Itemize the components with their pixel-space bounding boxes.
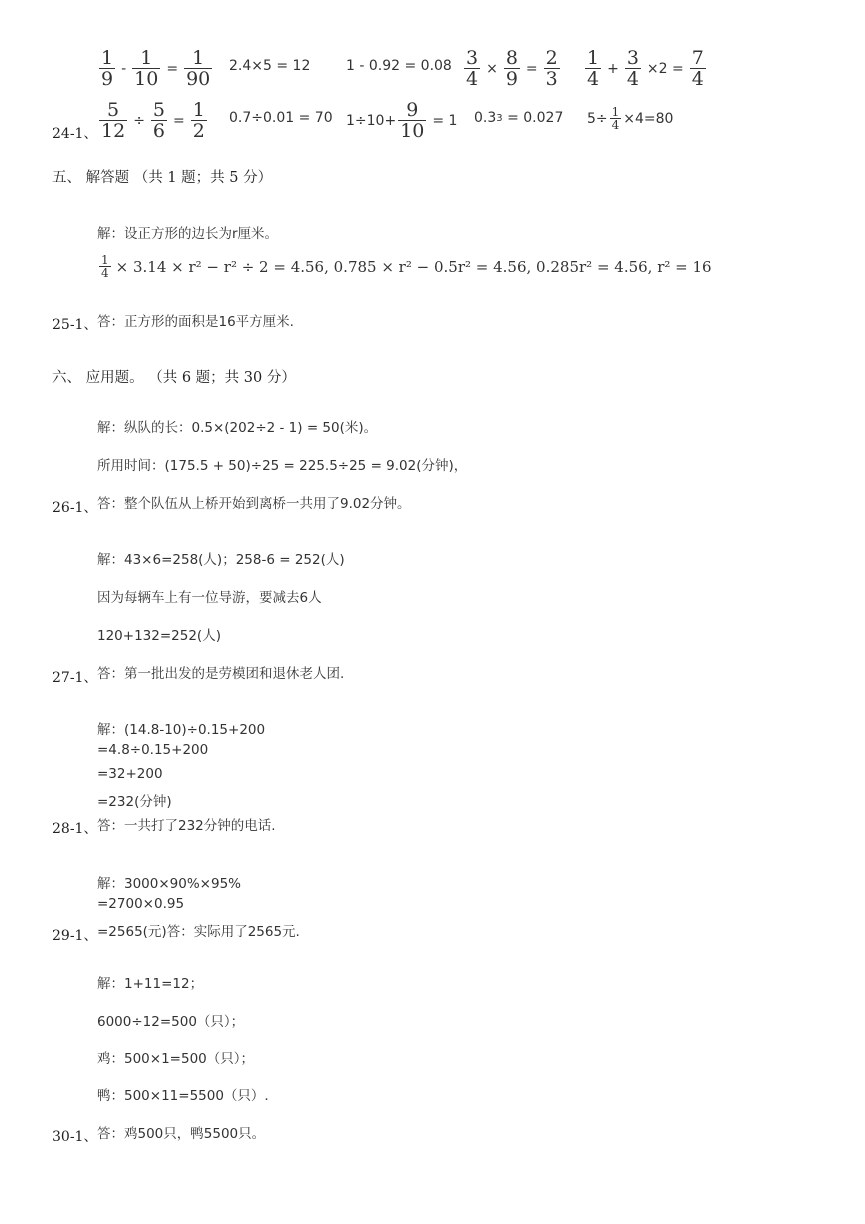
fraction (99, 254, 111, 279)
q28-line-1: 解：(14.8-10)÷0.15+200 (97, 722, 266, 738)
q29-label: 29-1、 (52, 928, 98, 944)
q29-line-1: 解：3000×90%×95% (97, 876, 241, 892)
q28-label: 28-1、 (52, 821, 98, 837)
operator: ×2 = (646, 60, 684, 77)
numerator: 3 (626, 47, 639, 69)
q30-label: 30-1、 (52, 1129, 98, 1145)
numerator: 5 (107, 99, 120, 121)
denominator: 10 (400, 120, 425, 142)
numerator: 7 (691, 47, 704, 69)
fraction (184, 48, 212, 89)
q24-row1-expr2: 2.4×5 = 12 (229, 58, 311, 74)
q24-row1-expr3: 1 - 0.92 = 0.08 (346, 58, 452, 74)
q26-line-1: 解：纵队的长：0.5×(202÷2 - 1) = 50(米)。 (97, 420, 378, 436)
fraction (610, 106, 622, 131)
q28-line-3: =32+200 (97, 766, 163, 782)
fraction (504, 48, 520, 89)
denominator: 90 (186, 68, 211, 90)
q27-line-1: 解：43×6=258(人)；258-6 = 252(人) (97, 552, 345, 568)
denominator: 6 (152, 120, 166, 142)
expression-text: 5÷ (587, 110, 608, 127)
numerator: 2 (545, 47, 558, 69)
q30-line-3: 鸡：500×1=500（只）； (97, 1051, 254, 1067)
fraction (544, 48, 560, 89)
fraction (99, 100, 127, 141)
denominator: 4 (626, 68, 639, 90)
q25-answer: 答：正方形的面积是16平方厘米. (97, 314, 294, 330)
denominator: 4 (101, 266, 109, 280)
numerator: 1 (192, 47, 205, 69)
q24-row2-expr4 (474, 110, 563, 126)
q24-row2-expr2: 0.7÷0.01 = 70 (229, 110, 333, 126)
denominator: 12 (101, 120, 126, 142)
q30-line-4: 鸭：500×11=5500（只）. (97, 1088, 269, 1104)
q27-line-3: 120+132=252(人) (97, 628, 221, 644)
q24-row2-expr1 (97, 100, 209, 141)
operator: + (607, 60, 619, 77)
q24-row1-expr5 (583, 48, 708, 89)
q30-answer: 答：鸡500只，鸭5500只。 (97, 1126, 266, 1142)
numerator: 1 (587, 47, 600, 69)
q26-answer: 答：整个队伍从上桥开始到离桥一共用了9.02分钟。 (97, 496, 411, 512)
equals: = (525, 60, 538, 77)
operator: - (121, 60, 127, 77)
q28-line-2: =4.8÷0.15+200 (97, 742, 209, 758)
q24-row1-expr4 (462, 48, 562, 89)
q25-solution-line: 解：设正方形的边长为r厘米。 (97, 226, 279, 242)
fraction (99, 48, 115, 89)
numerator: 1 (192, 99, 205, 121)
denominator: 4 (466, 68, 479, 90)
operator: ÷ (133, 112, 145, 129)
numerator: 8 (505, 47, 518, 69)
q29-answer: =2565(元)答：实际用了2565元. (97, 924, 300, 940)
q28-line-4: =232(分钟) (97, 794, 172, 810)
q24-row1-expr1 (97, 48, 214, 89)
fraction (464, 48, 480, 89)
fraction (690, 48, 706, 89)
q25-label: 25-1、 (52, 317, 98, 333)
expression-text: 1÷10+ (346, 112, 397, 129)
expression-text: = 0.027 (502, 110, 564, 126)
numerator: 5 (152, 99, 166, 121)
q25-formula (97, 254, 712, 279)
denominator: 9 (505, 68, 518, 90)
denominator: 4 (611, 118, 620, 132)
section-5-title: 五、 解答题 （共 1 题；共 5 分） (52, 170, 273, 186)
formula-text: × 3.14 × r² − r² ÷ 2 = 4.56, 0.785 × r² − 0.5r² = 4.56, 0.285r² = 4.56, r² = 16 (115, 257, 712, 276)
numerator: 3 (466, 47, 479, 69)
denominator: 9 (101, 68, 114, 90)
numerator: 1 (101, 253, 109, 267)
q28-answer: 答：一共打了232分钟的电话. (97, 818, 276, 834)
expression-text: ×4=80 (623, 110, 674, 127)
q24-row2-expr3 (346, 100, 461, 141)
fraction (132, 48, 160, 89)
denominator: 2 (192, 120, 205, 142)
numerator: 1 (140, 47, 153, 69)
section-6-title: 六、 应用题。 （共 6 题；共 30 分） (52, 370, 296, 386)
power-base: 0.3 (474, 110, 497, 126)
denominator: 4 (691, 68, 704, 90)
q27-answer: 答：第一批出发的是劳模团和退休老人团. (97, 666, 345, 682)
q30-line-2: 6000÷12=500（只）； (97, 1014, 245, 1030)
q30-line-1: 解：1+11=12； (97, 976, 204, 992)
expression-text: = 1 (432, 112, 458, 129)
operator: × (486, 60, 498, 77)
denominator: 3 (545, 68, 558, 90)
equals: = (173, 112, 185, 129)
q27-label: 27-1、 (52, 670, 98, 686)
fraction (585, 48, 601, 89)
numerator: 1 (101, 47, 114, 69)
q26-label: 26-1、 (52, 500, 98, 516)
q29-line-2: =2700×0.95 (97, 896, 185, 912)
q24-row2-expr5 (587, 106, 673, 131)
q24-label: 24-1、 (52, 126, 98, 142)
fraction (151, 100, 167, 141)
numerator: 1 (611, 105, 620, 119)
fraction (398, 100, 426, 141)
fraction (625, 48, 641, 89)
fraction (191, 100, 207, 141)
power-exponent: 3 (496, 112, 503, 124)
denominator: 4 (587, 68, 600, 90)
numerator: 9 (406, 99, 419, 121)
equals: = (166, 60, 179, 77)
q27-line-2: 因为每辆车上有一位导游，要减去6人 (97, 590, 322, 606)
denominator: 10 (134, 68, 159, 90)
q26-line-2: 所用时间：(175.5 + 50)÷25 = 225.5÷25 = 9.02(分钟)， (97, 458, 468, 474)
